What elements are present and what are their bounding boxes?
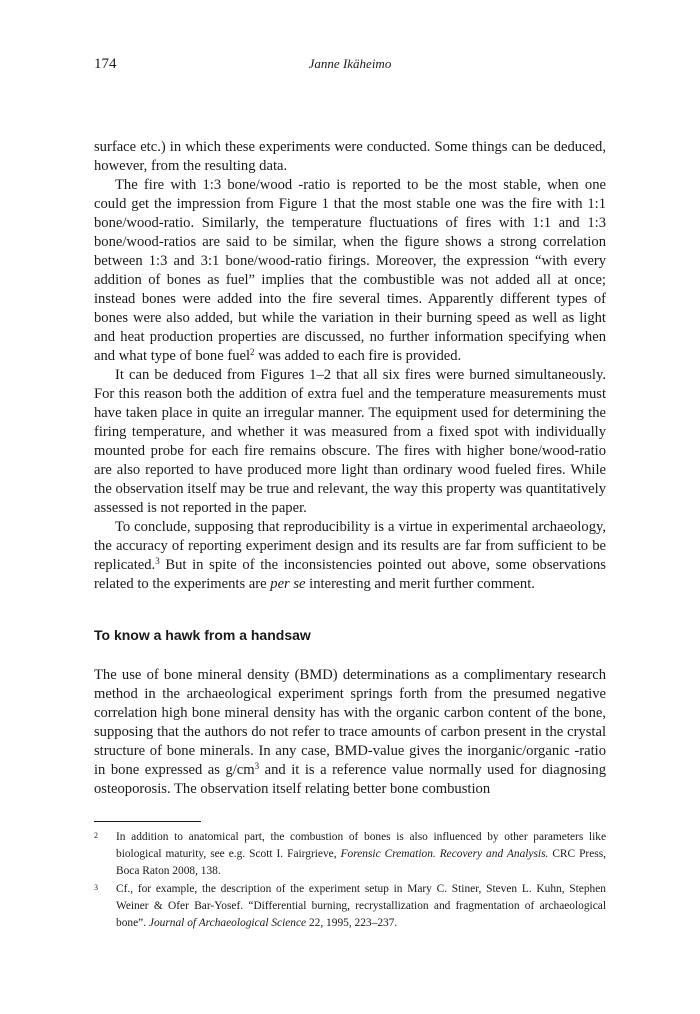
paragraph-1 [94,138,606,176]
paragraph-1-text: surface etc.) in which these experiments were conducted. Some things can be deduced, however, from the resulting data. [94,139,606,174]
footnote-title: Journal of Archaeological Science [148,917,307,929]
footnote-3 [94,881,606,932]
section-heading: To know a hawk from a handsaw [94,627,311,643]
paragraph-2 [94,176,606,366]
paragraph-2-end: was added to each fire is provided. [254,348,462,364]
running-head: Janne Ikäheimo [308,56,392,71]
footnote-title: Forensic Cremation. Recovery and Analysis. [340,848,549,860]
footnote-divider [94,821,201,822]
paragraph-5-text: The use of bone mineral density (BMD) determinations as a complimentary research method in the archaeological experiment springs forth from the presumed negative correlation high bone mineral density has with the organic carbon content of the bone, supposing that the authors do not refer to trace amounts of carbon present in the crystal structure of bone minerals. In any case, BMD-value gives the inorganic/organic -ratio in bone expressed as g/cm [94,667,606,778]
paragraph-4-text: To conclude, supposing that reproducibility is a virtue in experimental archaeology, the accuracy of reporting experiment design and its results are far from sufficient to be replicated. [94,519,606,573]
footnote-text: Cf., for example, the description of the experiment setup in Mary C. Stiner, Steven L. Kuhn, Stephen Weiner & Ofer Bar-Yosef. “Differential burning, recrystallization and fragmentation of archaeological bone”. [116,883,606,929]
superscript-3: 3 [254,761,260,771]
footnote-text: In addition to anatomical part, the combustion of bones is also influenced by other parameters like biological maturity, see e.g. Scott I. Fairgrieve, [116,831,606,860]
footnote-marker: 3 [94,883,98,892]
footnote-2 [94,829,606,880]
footnote-text-end: CRC Press, Boca Raton 2008, 138. [116,848,606,877]
page-number: 174 [94,56,117,72]
footnote-ref-3[interactable]: 3 [155,556,160,566]
paragraph-4-mid: But in spite of the inconsistencies pointed out above, some observations related to the experiments are [94,557,606,592]
footnote-text-end: 22, 1995, 223–237. [306,917,398,929]
section-2-text [94,666,606,799]
footnote-ref-2[interactable]: 2 [250,347,255,357]
section-1-text [94,138,606,594]
paragraph-4-end: interesting and merit further comment. [305,576,535,592]
paragraph-3-text: It can be deduced from Figures 1–2 that all six fires were burned simultaneously. For this reason both the addition of extra fuel and the temperature measurements must have taken place in quite an irregular manner. The equipment used for determining the firing temperature, and whether it was measured from a fixed spot with individually mounted probe for each fire remains obscure. The fires with higher bone/wood-ratio are also reported to have produced more light than ordinary wood fueled fires. While the observation itself may be true and relevant, the way this property was quantitatively assessed is not reported in the paper. [94,367,606,516]
paragraph-5-end: and it is a reference value normally used for diagnosing osteoporosis. The observation itself relating better bone combustion [94,762,606,797]
paragraph-5 [94,666,606,799]
paragraph-4 [94,518,606,594]
footnotes [94,829,606,933]
paragraph-2-text: The fire with 1:3 bone/wood -ratio is reported to be the most stable, when one could get the impression from Figure 1 that the most stable one was the fire with 1:1 bone/wood-ratio. Similarly, the temperature fluctuations of fires with 1:1 and 1:3 bone/wood-ratios are said to be similar, when the figure shows a strong correlation between 1:3 and 3:1 bone/wood-ratio firings. Moreover, the expression “with every addition of bones as fuel” implies that the combustible was not added all at once; instead bones were added into the fire several times. Apparently different types of bones were also added, but while the variation in their burning speed as well as light and heat production properties are discussed, no further information specifying when and what type of bone fuel [94,177,606,364]
footnote-marker: 2 [94,831,98,840]
paragraph-3 [94,366,606,518]
paragraph-4-emphasis: per se [270,576,306,592]
